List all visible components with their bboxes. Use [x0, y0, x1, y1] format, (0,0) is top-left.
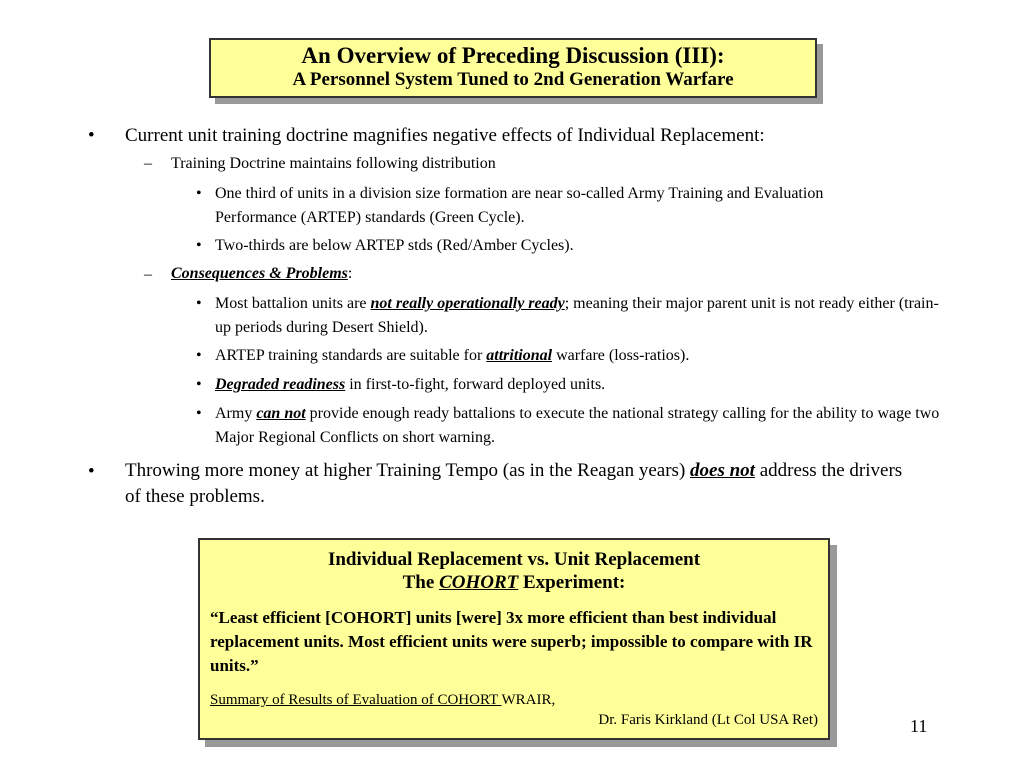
bullet-marker: •: [88, 461, 95, 482]
bullet-marker: •: [196, 376, 202, 393]
text: Most battalion units are: [215, 295, 371, 312]
slide-subtitle: A Personnel System Tuned to 2nd Generation Warfare: [292, 69, 734, 90]
bullet-item: [125, 458, 915, 510]
cohort-quote-box: [198, 538, 830, 740]
emphasis: does not: [690, 460, 755, 481]
text: in first-to-fight, forward deployed units.: [345, 376, 606, 393]
text: address the drivers of these problems.: [125, 460, 903, 507]
sub-item: [171, 264, 871, 284]
text: provide enough ready battalions to execute the national strategy calling for the ability to wage two Major Regional Conflicts on short warning.: [215, 405, 940, 446]
title-box: [209, 38, 817, 98]
emphasis: can not: [256, 405, 306, 422]
text: :: [347, 265, 353, 282]
quote-text: “Least efficient [COHORT] units [were] 3x more efficient than best individual replacement units. Most efficient units were superb; impossible to compare with IR units.”: [210, 608, 813, 675]
box-heading: [200, 548, 828, 594]
box-heading-line1: Individual Replacement vs. Unit Replacement: [327, 549, 701, 570]
sub-sub-item: Two-thirds are below ARTEP stds (Red/Amber Cycles).: [215, 237, 574, 254]
sub-sub-item: One third of units in a division size formation are near so-called Army Training and Evaluation Performance (ARTEP) standards (Green Cycle).: [215, 185, 824, 226]
slide-title: An Overview of Preceding Discussion (III):: [301, 43, 725, 68]
bullet-marker: •: [196, 237, 202, 254]
box-heading-line2: [200, 571, 828, 594]
text: ; meaning their major parent unit is not ready either (train-up periods during Desert Shield).: [215, 295, 939, 336]
sub-sub-item: [215, 292, 940, 340]
bullet-marker: •: [196, 347, 202, 364]
emphasis: not really operationally ready: [370, 295, 565, 312]
emphasis: attritional: [486, 347, 553, 364]
dash-marker: –: [144, 155, 152, 172]
emphasis: COHORT: [439, 572, 519, 593]
sub-sub-item: [215, 402, 940, 450]
sub-sub-item: [215, 344, 940, 368]
source-org: WRAIR,: [501, 692, 556, 708]
bullet-marker: •: [196, 295, 202, 312]
bullet-item: Current unit training doctrine magnifies negative effects of Individual Replacement:: [125, 125, 765, 146]
text: The: [402, 572, 440, 593]
text: Experiment:: [518, 572, 626, 593]
sub-item: Training Doctrine maintains following distribution: [171, 155, 496, 172]
text: Army: [215, 405, 257, 422]
emphasis: Consequences & Problems: [171, 265, 348, 282]
sub-sub-item: [215, 373, 940, 397]
source-citation: [210, 690, 818, 710]
text: warfare (loss-ratios).: [552, 347, 690, 364]
bullet-marker: •: [88, 125, 95, 146]
dash-marker: –: [144, 266, 152, 283]
author: Dr. Faris Kirkland (Lt Col USA Ret): [598, 712, 818, 728]
bullet-marker: •: [196, 185, 202, 202]
text: ARTEP training standards are suitable for: [215, 347, 487, 364]
source-title: Summary of Results of Evaluation of COHORT: [210, 692, 502, 708]
emphasis: Degraded readiness: [215, 376, 346, 393]
bullet-marker: •: [196, 405, 202, 422]
page-number: 11: [910, 716, 928, 736]
text: Throwing more money at higher Training Tempo (as in the Reagan years): [125, 460, 691, 481]
